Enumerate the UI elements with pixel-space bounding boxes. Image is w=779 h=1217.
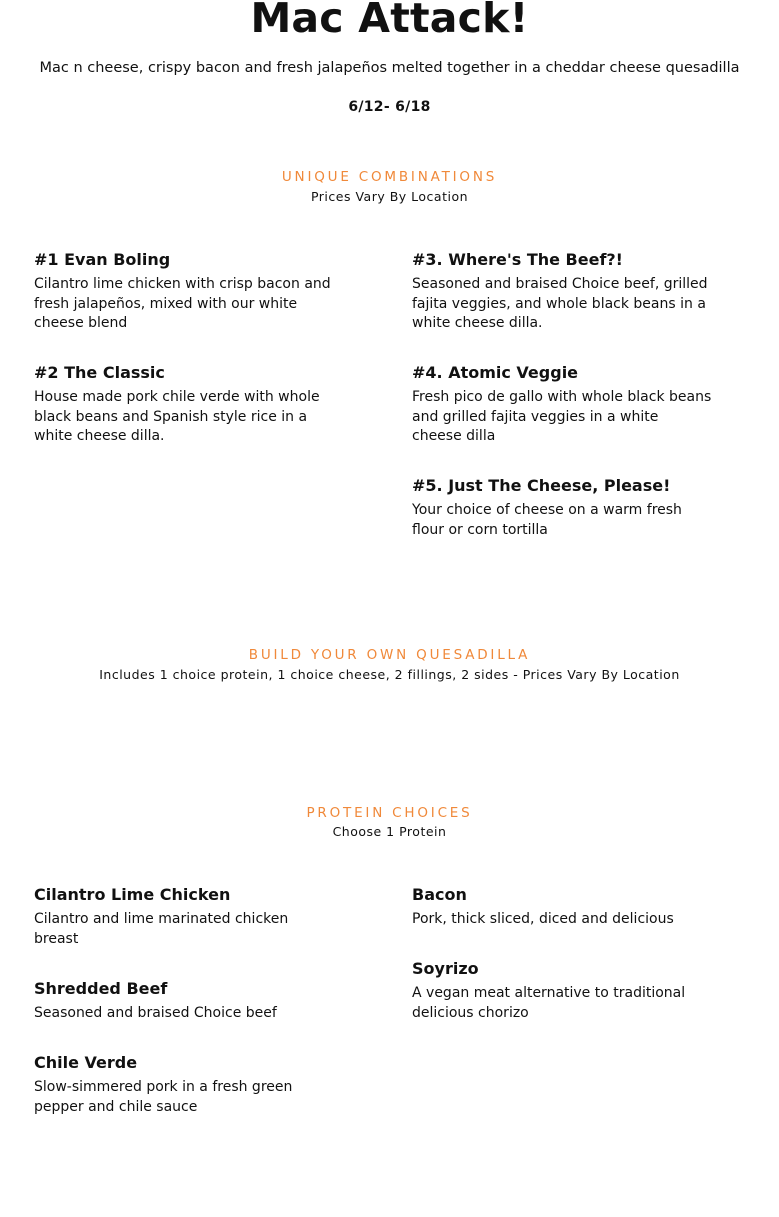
menu-item-name: #4. Atomic Veggie <box>412 363 579 382</box>
build-your-own-heading: BUILD YOUR OWN QUESADILLA <box>248 647 531 663</box>
menu-item <box>412 363 712 447</box>
menu-item-description: Cilantro lime chicken with crisp bacon and fresh jalapeños, mixed with our white cheese blend <box>34 276 331 331</box>
unique-combinations-heading: UNIQUE COMBINATIONS <box>281 169 498 185</box>
menu-item <box>34 250 334 334</box>
menu-item-description: Seasoned and braised Choice beef, grilled fajita veggies, and whole black beans in a white cheese dilla. <box>412 276 708 331</box>
menu-item-name: #2 The Classic <box>34 363 165 382</box>
protein-item-name: Chile Verde <box>34 1053 138 1072</box>
menu-item-name: #5. Just The Cheese, Please! <box>412 476 671 495</box>
protein-item-description: Slow-simmered pork in a fresh green pepper and chile sauce <box>34 1079 293 1115</box>
protein-item-description: A vegan meat alternative to traditional delicious chorizo <box>412 985 686 1021</box>
protein-item <box>412 959 712 1023</box>
menu-item-name: #3. Where's The Beef?! <box>412 250 623 269</box>
protein-item-name: Bacon <box>412 885 467 904</box>
build-your-own-subheading: Includes 1 choice protein, 1 choice cheese, 2 fillings, 2 sides - Prices Vary By Location <box>99 667 680 682</box>
protein-item <box>34 979 334 1024</box>
menu-item <box>412 476 712 540</box>
protein-choices-subheading: Choose 1 Protein <box>332 824 447 839</box>
menu-item-description: House made pork chile verde with whole black beans and Spanish style rice in a white cheese dilla. <box>34 389 320 444</box>
special-dates: 6/12- 6/18 <box>348 99 431 115</box>
protein-item-description: Cilantro and lime marinated chicken breast <box>34 911 289 947</box>
unique-combinations-subheading: Prices Vary By Location <box>310 189 469 204</box>
menu-item-name: #1 Evan Boling <box>34 250 171 269</box>
menu-item <box>412 250 712 334</box>
protein-item-name: Soyrizo <box>412 959 479 978</box>
menu-item <box>34 363 334 447</box>
protein-item-description: Seasoned and braised Choice beef <box>34 1005 277 1021</box>
protein-item-name: Cilantro Lime Chicken <box>34 885 231 904</box>
page-title: Mac Attack! <box>250 0 529 42</box>
menu-item-description: Your choice of cheese on a warm fresh flour or corn tortilla <box>412 502 682 538</box>
menu-item-description: Fresh pico de gallo with whole black beans and grilled fajita veggies in a white cheese dilla <box>412 389 712 444</box>
protein-choices-heading: PROTEIN CHOICES <box>306 805 473 821</box>
protein-item <box>34 1053 334 1117</box>
protein-item-description: Pork, thick sliced, diced and delicious <box>412 911 674 927</box>
protein-item <box>34 885 334 949</box>
protein-item-name: Shredded Beef <box>34 979 168 998</box>
protein-item <box>412 885 712 930</box>
special-description: Mac n cheese, crispy bacon and fresh jalapeños melted together in a cheddar cheese quesadilla <box>39 60 740 76</box>
